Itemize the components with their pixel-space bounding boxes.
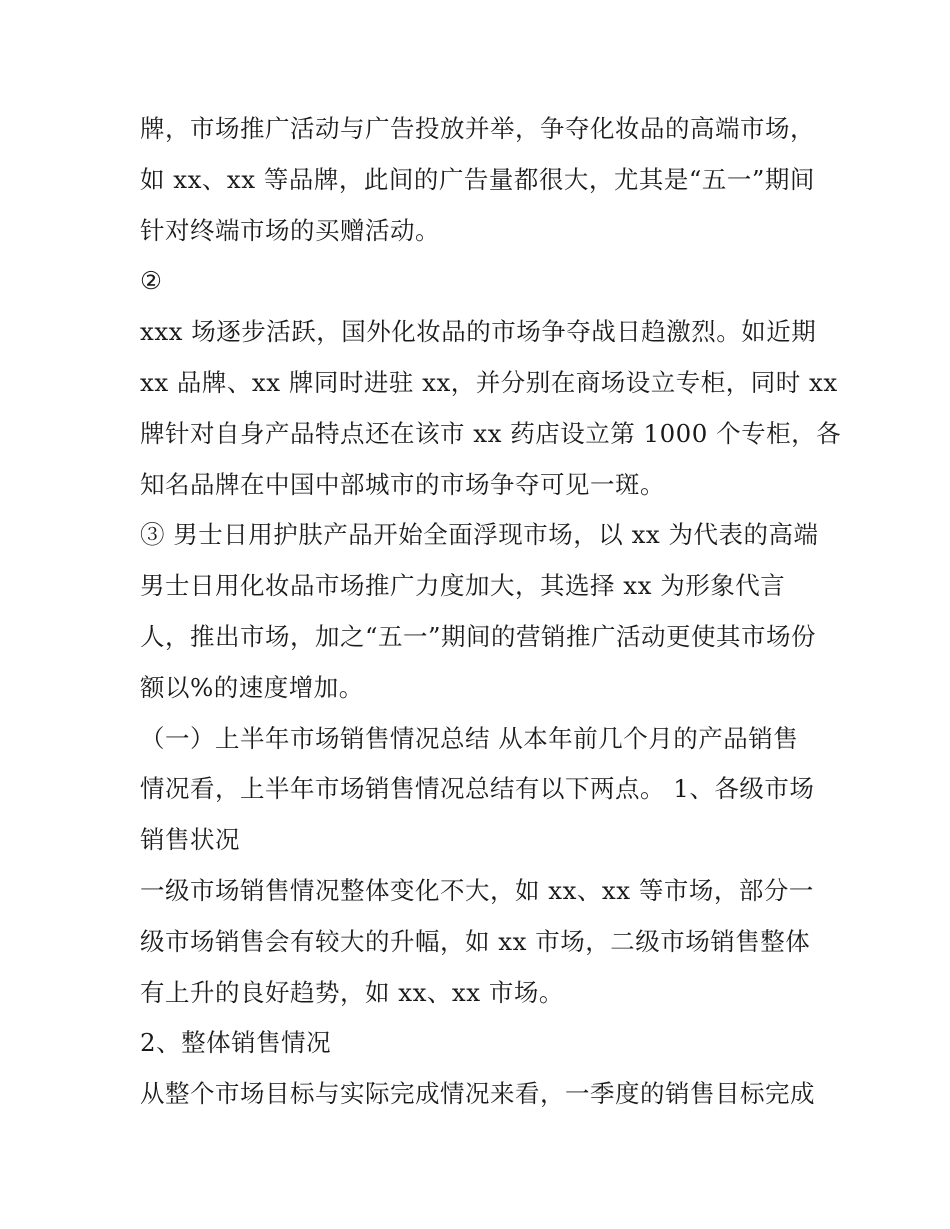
text-line: 级市场销售会有较大的升幅，如 xx 市场，二级市场销售整体 bbox=[140, 926, 811, 956]
text-line: 男士日用化妆品市场推广力度加大，其选择 xx 为形象代言 bbox=[140, 571, 786, 601]
text-line: 知名品牌在中国中部城市的市场争夺可见一斑。 bbox=[140, 469, 665, 499]
text-line: 牌针对自身产品特点还在该市 xx 药店设立第 1000 个专柜，各 bbox=[140, 418, 842, 448]
text-line: 一级市场销售情况整体变化不大，如 xx、xx 等市场，部分一 bbox=[140, 875, 814, 905]
text-line: 有上升的良好趋势，如 xx、xx 市场。 bbox=[140, 977, 564, 1007]
list-marker-2: ② bbox=[140, 266, 163, 296]
text-line: 如 xx、xx 等品牌，此间的广告量都很大，尤其是“五一”期间 bbox=[140, 164, 815, 194]
text-line: 销售状况 bbox=[140, 825, 240, 855]
text-line: 从整个市场目标与实际完成情况来看，一季度的销售目标完成 bbox=[140, 1079, 815, 1109]
text-line: xx 品牌、xx 牌同时进驻 xx，并分别在商场设立专柜，同时 xx bbox=[140, 367, 838, 397]
subheading-line: 2、整体销售情况 bbox=[140, 1028, 332, 1058]
section-heading-line: （一）上半年市场销售情况总结 从本年前几个月的产品销售 bbox=[140, 723, 799, 753]
text-line: 人，推出市场，加之“五一”期间的营销推广活动更使其市场份 bbox=[140, 621, 817, 651]
text-line: xxx 场逐步活跃，国外化妆品的市场争夺战日趋激烈。如近期 bbox=[140, 317, 817, 347]
text-line: 针对终端市场的买赠活动。 bbox=[140, 215, 440, 245]
text-line: 牌，市场推广活动与广告投放并举，争夺化妆品的高端市场， bbox=[140, 114, 815, 143]
text-line: ③ 男士日用护肤产品开始全面浮现市场，以 xx 为代表的高端 bbox=[140, 520, 819, 550]
document-body bbox=[140, 104, 842, 1120]
text-line: 情况看，上半年市场销售情况总结有以下两点。 1、各级市场 bbox=[140, 774, 815, 804]
text-line: 额以%的速度增加。 bbox=[140, 672, 364, 702]
